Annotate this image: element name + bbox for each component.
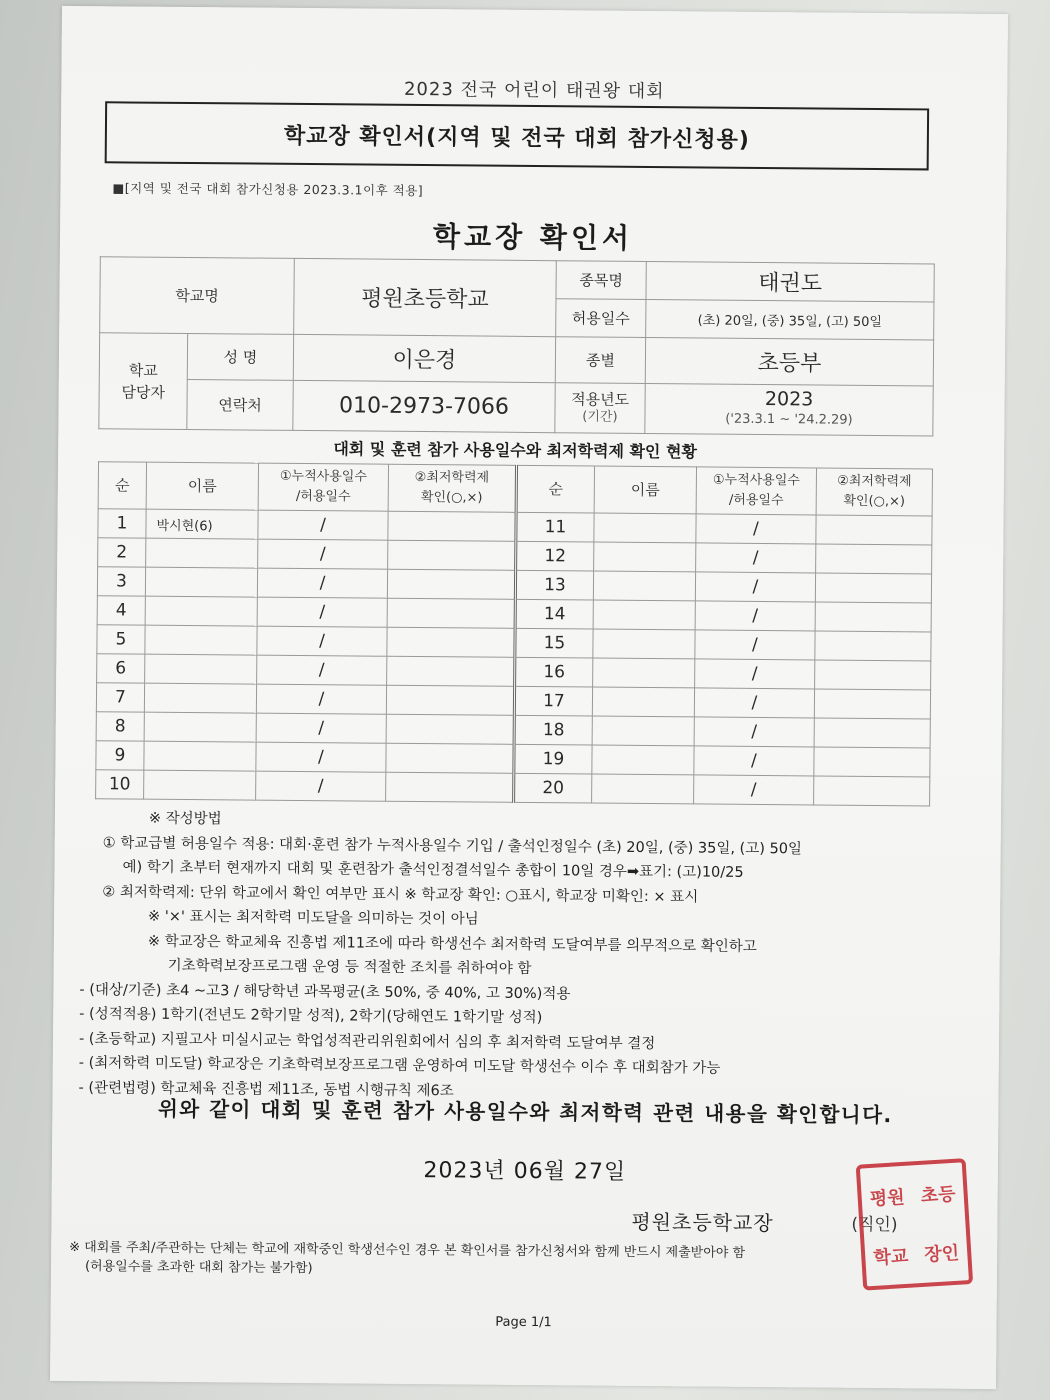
row-name	[144, 770, 256, 800]
row-name	[144, 712, 256, 742]
row-no: 1	[98, 509, 146, 538]
instruction-2: ② 최저학력제: 단위 학교에서 확인 여부만 표시 ※ 학교장 확인: ○표시, 학교장 미확인: × 표시	[102, 883, 699, 905]
col-days-right-line2: /허용일수	[728, 492, 784, 509]
row-no: 20	[514, 773, 592, 803]
row-name	[145, 625, 257, 655]
row-min	[388, 540, 516, 570]
form-title: 학교장 확인서(지역 및 전국 대회 참가신청용)	[283, 123, 750, 153]
manager-label: 학교 담당자	[99, 333, 188, 430]
contact-value: 010-2973-7066	[293, 380, 555, 432]
row-days: /	[695, 601, 815, 631]
instruction-2-note-a: ※ '×' 표시는 최저학력 미도달을 의미하는 것이 아님	[148, 908, 479, 928]
col-min-left	[388, 464, 516, 512]
row-min	[815, 631, 931, 661]
col-days-left-line1: ①누적사용일수	[279, 468, 367, 485]
row-min	[386, 685, 514, 715]
year-label: 적용년도	[571, 389, 630, 409]
col-no-left: 순	[98, 462, 146, 509]
person-name-label: 성 명	[187, 333, 293, 380]
document-paper	[50, 6, 1008, 1389]
year-sublabel: (기간)	[582, 408, 618, 425]
row-no: 18	[514, 715, 592, 745]
seal-char: 장인	[923, 1242, 960, 1266]
col-min-right-line1: ②최저학력제	[837, 473, 912, 490]
row-no: 9	[96, 741, 144, 770]
row-min	[814, 689, 930, 719]
row-name	[146, 538, 258, 568]
category-label: 종별	[555, 337, 645, 384]
col-name-right: 이름	[594, 466, 696, 514]
seal-mark: (직인)	[851, 1214, 898, 1236]
year-period: ('23.3.1 ~ '24.2.29)	[725, 411, 853, 428]
footnote-line-1: ※ 대회를 주최/주관하는 단체는 학교에 재학중인 학생선수인 경우 본 확인서를 참가신청서와 함께 반드시 제출받아야 함	[69, 1239, 746, 1261]
main-title: 학교장 확인서	[432, 220, 634, 255]
row-name	[593, 571, 695, 601]
school-info-table	[98, 256, 934, 436]
col-min-left-line1: ②최저학력제	[414, 469, 490, 486]
row-days: /	[256, 742, 386, 772]
row-days: /	[258, 539, 388, 569]
row-min	[386, 743, 514, 773]
row-name	[592, 774, 694, 804]
contest-title: 2023 전국 어린이 태권왕 대회	[403, 78, 665, 103]
instruction-1: ① 학교급별 허용일수 적용: 대회·훈련 참가 누적사용일수 기입 / 출석인정일수 (초) 20일, (중) 35일, (고) 50일	[102, 834, 803, 857]
row-days: /	[258, 510, 388, 540]
detail-elementary: - (초등학교) 지필고사 미실시교는 학업성적관리위원회에서 심의 후 최저학력 도달여부 결정	[78, 1030, 656, 1052]
row-days: /	[696, 514, 816, 544]
row-name	[145, 567, 257, 597]
row-min	[815, 573, 931, 603]
roster-header-row	[98, 462, 932, 516]
row-days: /	[257, 626, 387, 656]
school-name-value: 평원초등학교	[294, 258, 557, 336]
seal-char: 학교	[872, 1245, 909, 1269]
row-no: 16	[515, 657, 593, 687]
col-min-left-line2: 확인(○,×)	[420, 490, 483, 506]
seal-char: 평원	[869, 1186, 906, 1210]
allowed-days-label: 허용일수	[556, 299, 646, 338]
row-no: 12	[516, 541, 594, 571]
footnote	[69, 1238, 969, 1284]
row-name: 박시현(6)	[146, 509, 258, 539]
row-name	[593, 629, 695, 659]
row-name	[592, 716, 694, 746]
col-min-right	[816, 468, 932, 516]
year-label-cell	[555, 383, 645, 434]
row-min	[816, 544, 932, 574]
row-min	[815, 660, 931, 690]
row-no: 8	[96, 712, 144, 741]
instruction-1-example: 예) 학기 초부터 현재까지 대회 및 훈련참가 출석인정결석일수 총합이 10일 경우➡표기: (고)10/25	[122, 859, 744, 881]
sport-label: 종목명	[556, 261, 646, 300]
row-no: 14	[515, 599, 593, 629]
person-name-value: 이은경	[293, 334, 555, 382]
row-days: /	[696, 543, 816, 573]
detail-target: - (대상/기준) 초4 ~고3 / 해당학년 과목평균(초 50%, 중 40%, 고 30%)적용	[79, 981, 571, 1002]
confirmation-statement: 위와 같이 대회 및 훈련 참가 사용일수와 최저학력 관련 내용을 확인합니다.	[157, 1096, 893, 1128]
allowed-days-value: (초) 20일, (중) 35일, (고) 50일	[646, 299, 934, 340]
instructions	[78, 806, 981, 1108]
row-days: /	[695, 659, 815, 689]
row-min	[814, 718, 930, 748]
row-no: 6	[97, 654, 145, 683]
instruction-2-note-b1: ※ 학교장은 학교체육 진흥법 제11조에 따라 학생선수 최저학력 도달여부를 의무적으로 확인하고	[147, 933, 757, 955]
row-min	[388, 511, 516, 541]
footnote-line-2: (허용일수를 초과한 대회 참가는 불가함)	[84, 1259, 313, 1277]
row-days: /	[257, 597, 387, 627]
row-no: 2	[98, 538, 146, 567]
sport-value: 태권도	[646, 261, 934, 302]
row-min	[814, 776, 930, 806]
row-days: /	[256, 684, 386, 714]
row-name	[594, 513, 696, 543]
row-name	[145, 654, 257, 684]
row-min	[387, 627, 515, 657]
row-days: /	[256, 771, 386, 801]
row-min	[387, 569, 515, 599]
row-name	[144, 683, 256, 713]
detail-not-reached: - (최저학력 미도달) 학교장은 기초학력보장프로그램 운영하여 미도달 학생선수 이수 후 대회참가 가능	[78, 1055, 721, 1077]
detail-law: - (관련법령) 학교체육 진흥법 제11조, 동법 시행규칙 제6조	[78, 1079, 454, 1099]
row-days: /	[694, 688, 814, 718]
row-name	[145, 596, 257, 626]
row-min	[387, 598, 515, 628]
row-name	[592, 687, 694, 717]
col-days-left-line2: /허용일수	[295, 488, 351, 505]
year-value: 2023	[764, 388, 814, 411]
row-min	[815, 602, 931, 632]
row-days: /	[695, 630, 815, 660]
row-name	[594, 542, 696, 572]
year-value-cell	[645, 383, 933, 436]
instruction-2-note-b2: 기초학력보장프로그램 운영 등 적절한 조치를 취하여야 함	[167, 957, 532, 978]
table-row	[96, 770, 930, 806]
row-no: 13	[515, 570, 593, 600]
row-no: 19	[514, 744, 592, 774]
roster-section-title: 대회 및 훈련 참가 사용일수와 최저학력제 확인 현황	[333, 439, 698, 462]
col-days-left	[258, 463, 388, 511]
col-no-right: 순	[516, 465, 594, 513]
row-no: 7	[96, 683, 144, 712]
row-no: 17	[514, 686, 592, 716]
row-days: /	[694, 775, 814, 805]
instructions-heading: ※ 작성방법	[148, 810, 222, 828]
detail-grades: - (성적적용) 1학기(전년도 2학기말 성적), 2학기(당해연도 1학기말 성적)	[79, 1006, 543, 1027]
roster-body	[96, 509, 932, 806]
seal-char: 초등	[920, 1183, 957, 1207]
row-no: 11	[516, 512, 594, 542]
row-days: /	[695, 572, 815, 602]
form-title-box	[105, 101, 930, 170]
col-min-right-line2: 확인(○,×)	[843, 493, 906, 510]
row-no: 4	[97, 596, 145, 625]
row-name	[592, 745, 694, 775]
row-min	[386, 772, 514, 802]
row-name	[593, 600, 695, 630]
row-min	[387, 656, 515, 686]
school-name-label: 학교명	[100, 257, 295, 335]
col-name-left: 이름	[146, 462, 258, 510]
roster-table	[95, 461, 933, 806]
contact-label: 연락처	[187, 379, 293, 430]
row-no: 10	[96, 770, 144, 799]
page-number: Page 1/1	[495, 1314, 552, 1331]
row-no: 5	[97, 625, 145, 654]
row-name	[593, 658, 695, 688]
row-days: /	[694, 717, 814, 747]
row-days: /	[257, 655, 387, 685]
row-no: 15	[515, 628, 593, 658]
row-no: 3	[97, 567, 145, 596]
category-value: 초등부	[645, 337, 933, 386]
applicability-notice: ■[지역 및 전국 대회 참가신청용 2023.3.1이후 적용]	[112, 180, 424, 199]
row-days: /	[694, 746, 814, 776]
row-name	[144, 741, 256, 771]
row-min	[386, 714, 514, 744]
row-min	[816, 515, 932, 545]
col-days-right	[696, 467, 816, 515]
signer-name: 평원초등학교장	[631, 1209, 774, 1236]
row-days: /	[256, 713, 386, 743]
confirmation-date: 2023년 06월 27일	[423, 1158, 627, 1185]
col-days-right-line1: ①누적사용일수	[712, 472, 800, 489]
row-min	[814, 747, 930, 777]
row-days: /	[257, 568, 387, 598]
